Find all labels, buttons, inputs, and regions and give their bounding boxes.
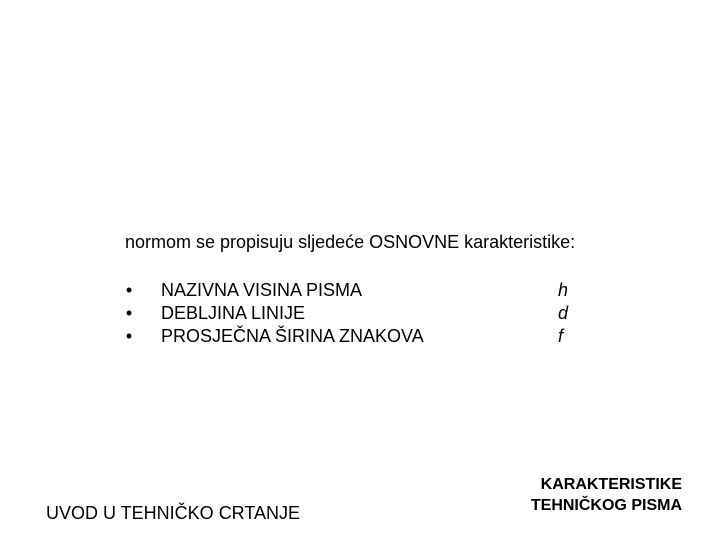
footer-section-title-line-2: TEHNIČKOG PISMA (530, 497, 682, 514)
footer-course-title: UVOD U TEHNIČKO CRTANJE (46, 503, 301, 523)
bullet-icon: • (125, 280, 133, 300)
item-label: NAZIVNA VISINA PISMA (161, 280, 363, 300)
item-label: DEBLJINA LINIJE (161, 303, 306, 323)
footer-section-title-line-1: KARAKTERISTIKE (540, 476, 682, 493)
item-symbol: f (558, 326, 564, 346)
item-symbol: d (558, 303, 569, 323)
bullet-icon: • (125, 326, 133, 346)
footer-section-title (531, 474, 682, 516)
bullet-icon: • (125, 303, 133, 323)
item-label: PROSJEČNA ŠIRINA ZNAKOVA (161, 326, 424, 346)
intro-text: normom se propisuju sljedeće OSNOVNE karakteristike: (125, 232, 576, 252)
item-symbol: h (558, 280, 569, 300)
